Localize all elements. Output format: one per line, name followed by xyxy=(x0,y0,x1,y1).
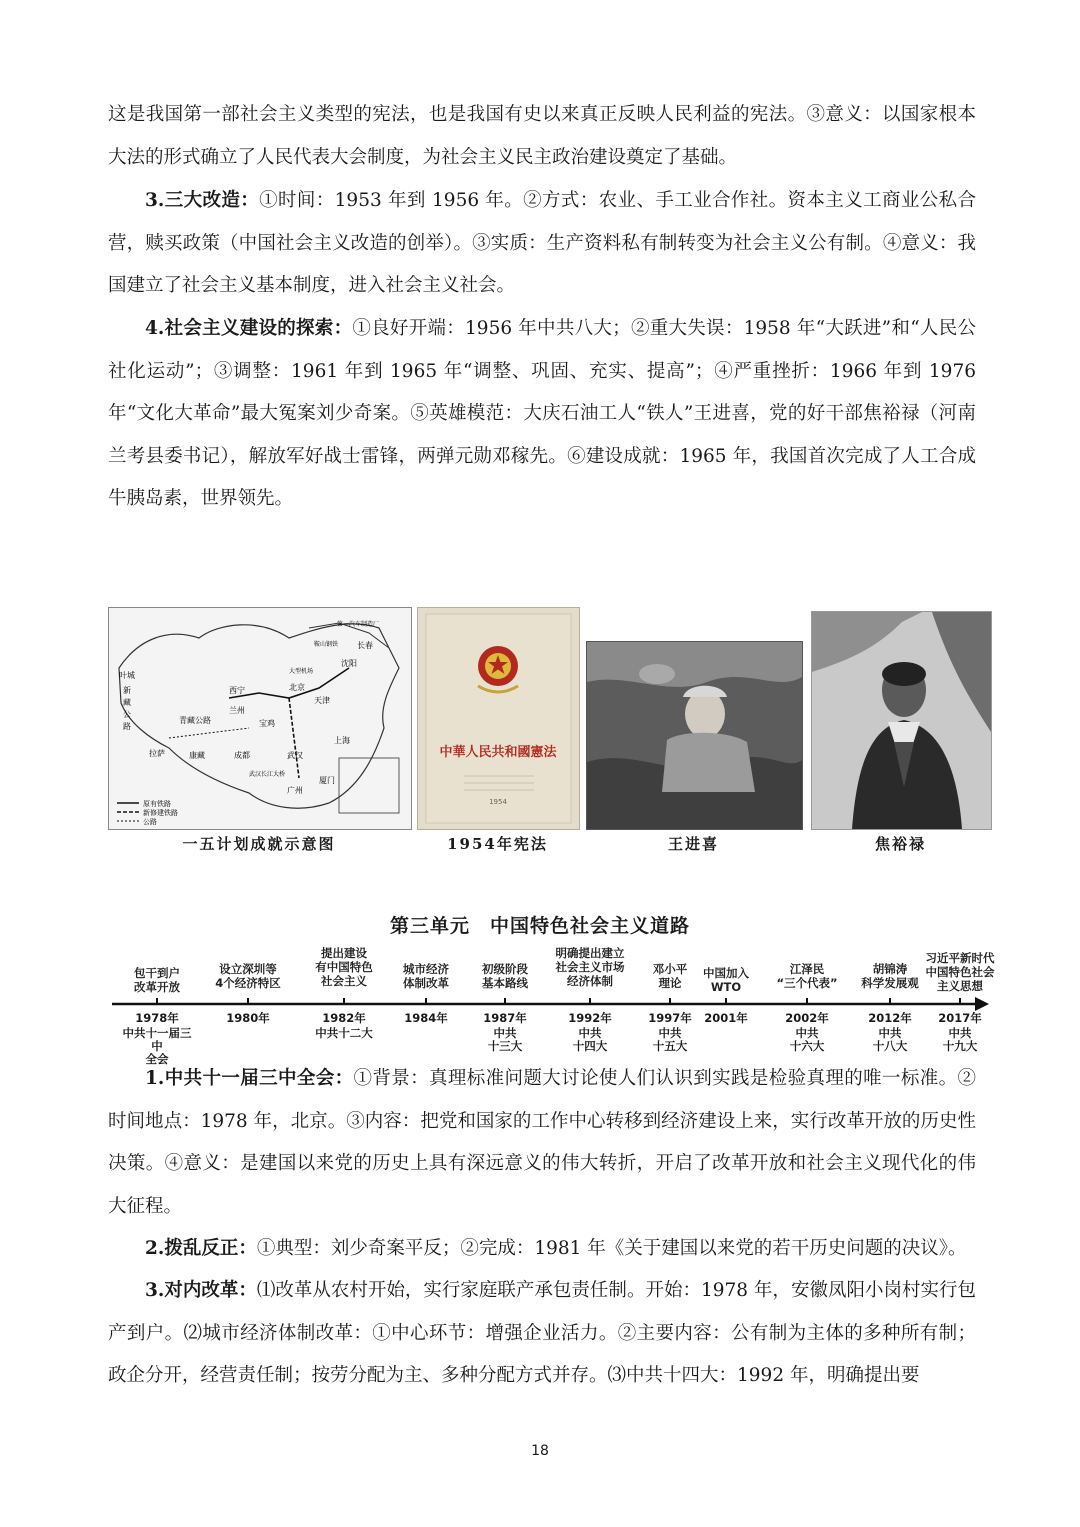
map-first-five-year-plan xyxy=(108,607,412,830)
map-label: 兰州 xyxy=(229,706,245,715)
timeline-year: 1987年 xyxy=(483,1011,527,1025)
map-label: 武汉长江大桥 xyxy=(249,771,286,778)
timeline-event: 中共 十八大 xyxy=(872,1026,908,1053)
map-label: 藏 xyxy=(123,698,131,707)
photo-1954-constitution xyxy=(417,607,580,830)
map-label: 路 xyxy=(123,722,131,731)
legend-item: 新修建铁路 xyxy=(143,809,178,817)
paragraph-text: ①典型：刘少奇案平反；②完成：1981 年《关于建国以来党的若干历史问题的决议》。 xyxy=(256,1238,967,1259)
timeline-label: 提出建设 有中国特色 社会主义 xyxy=(315,946,373,988)
map-drawing xyxy=(109,608,411,829)
timeline-label: 胡锦涛 科学发展观 xyxy=(861,962,919,990)
paragraph-heading: 3.对内改革： xyxy=(145,1280,257,1301)
paragraph-heading: 3.三大改造： xyxy=(145,190,260,211)
map-label: 广州 xyxy=(287,786,303,795)
paragraph-text: ⑴改革从农村开始，实行家庭联产承包责任制。开始：1978 年，安徽凤阳小岗村实行包产到户。⑵城市经济体制改革：①中心环节：增强企业活力。②主要内容：公有制为主体的多种所有制；政企分开，经营责任制；按劳分配为主、多种分配方式并存。⑶中共十四大：1992 年，明确提出要 xyxy=(108,1280,976,1386)
map-label: 宝鸡 xyxy=(259,719,275,728)
timeline-label: 初级阶段 基本路线 xyxy=(482,962,528,990)
timeline-event: 中共 十四大 xyxy=(572,1026,608,1053)
caption-constitution: 1954年宪法 xyxy=(447,835,548,853)
page-number: 18 xyxy=(531,1443,549,1459)
timeline-year: 1984年 xyxy=(404,1011,448,1025)
caption-wang-jinxi: 王进喜 xyxy=(667,835,719,853)
map-label: 青藏公路 xyxy=(179,716,211,725)
paragraph-domestic-reform xyxy=(108,1270,976,1398)
unit-title: 第三单元 中国特色社会主义道路 xyxy=(389,915,690,937)
map-label: 成都 xyxy=(234,751,250,760)
timeline-event: 中共 十九大 xyxy=(942,1026,978,1053)
timeline-year: 1997年 xyxy=(648,1011,692,1025)
legend-item: 原有铁路 xyxy=(143,800,171,808)
constitution-year: 1954 xyxy=(489,798,507,806)
timeline-year: 2002年 xyxy=(785,1011,829,1025)
paragraph-constitution-significance xyxy=(108,94,976,179)
paragraph-third-plenary-session xyxy=(108,1058,976,1228)
paragraph-socialist-construction xyxy=(108,308,976,521)
timeline-label: 中国加入 WTO xyxy=(703,966,749,994)
timeline-event: 中共 十六大 xyxy=(789,1026,825,1053)
map-label: 叶城 xyxy=(119,671,135,680)
map-label: 第一汽车制造厂 xyxy=(337,621,380,628)
timeline-label: 包干到户 改革开放 xyxy=(134,966,180,994)
timeline-year: 1980年 xyxy=(226,1011,270,1025)
timeline-year: 2012年 xyxy=(868,1011,912,1025)
timeline-label: 明确提出建立 社会主义市场 经济体制 xyxy=(555,946,625,988)
map-label: 康藏 xyxy=(189,751,205,760)
paragraph-text: ①时间：1953 年到 1956 年。②方式：农业、手工业合作社。资本主义工商业公私合营，赎买政策（中国社会主义改造的创举）。③实质：生产资料私有制转变为社会主义公有制。④意义：我国建立了社会主义基本制度，进入社会主义社会。 xyxy=(108,190,976,296)
caption-jiao-yulu: 焦裕禄 xyxy=(874,835,926,853)
map-label: 长春 xyxy=(357,641,373,650)
timeline-year: 1992年 xyxy=(568,1011,612,1025)
map-label: 鞍山钢铁 xyxy=(314,641,339,648)
map-label: 西宁 xyxy=(229,686,245,695)
photo-jiao-yulu xyxy=(811,611,992,830)
timeline-label: 设立深圳等 4个经济特区 xyxy=(215,962,281,990)
photo-drawing xyxy=(587,642,802,829)
timeline-label: 江泽民 “三个代表” xyxy=(776,962,838,990)
timeline-event: 中共 十三大 xyxy=(487,1026,523,1053)
constitution-emblem xyxy=(418,608,579,829)
constitution-book-title: 中華人民共和國憲法 xyxy=(439,745,557,760)
paragraph-text: 这是我国第一部社会主义类型的宪法，也是我国有史以来真正反映人民利益的宪法。③意义：以国家根本大法的形式确立了人民代表大会制度，为社会主义民主政治建设奠定了基础。 xyxy=(108,104,976,168)
legend-item: 公路 xyxy=(143,818,157,826)
paragraph-text: ①背景：真理标准问题大讨论使人们认识到实践是检验真理的唯一标准。②时间地点：1978 年，北京。③内容：把党和国家的工作中心转移到经济建设上来，实行改革开放的历史性决策。④意义：是建国以来党的历史上具有深远意义的伟大转折，开启了改革开放和社会主义现代化的伟大征程。 xyxy=(108,1068,976,1217)
map-label: 上海 xyxy=(334,736,350,745)
photo-drawing xyxy=(812,612,991,829)
map-label: 天津 xyxy=(314,696,330,705)
map-label: 公 xyxy=(123,710,131,719)
paragraph-bringing-order xyxy=(108,1228,976,1271)
paragraph-heading: 4.社会主义建设的探索： xyxy=(145,318,353,339)
map-label: 厦门 xyxy=(319,776,335,785)
caption-map: 一五计划成就示意图 xyxy=(182,835,336,853)
paragraph-heading: 1.中共十一届三中全会： xyxy=(145,1068,354,1089)
timeline-event: 中共 十五大 xyxy=(652,1026,688,1053)
map-label: 北京 xyxy=(289,683,305,692)
timeline-label: 邓小平 理论 xyxy=(652,962,688,990)
timeline-event: 中共十一届三中 全会 xyxy=(122,1026,192,1066)
photo-wang-jinxi xyxy=(586,641,803,830)
timeline-label: 城市经济 体制改革 xyxy=(403,962,449,990)
timeline-year: 1982年 xyxy=(322,1011,366,1025)
map-label: 大型机场 xyxy=(289,668,314,675)
timeline-event: 中共十二大 xyxy=(315,1026,373,1040)
map-label: 武汉 xyxy=(287,751,303,760)
paragraph-heading: 2.拨乱反正： xyxy=(145,1238,257,1259)
timeline-year: 1978年 xyxy=(135,1011,179,1025)
timeline-year: 2001年 xyxy=(704,1011,748,1025)
map-label: 新 xyxy=(123,686,131,695)
timeline-label: 习近平新时代 中国特色社会 主义思想 xyxy=(925,951,995,993)
timeline-year: 2017年 xyxy=(938,1011,982,1025)
map-label: 沈阳 xyxy=(341,659,357,668)
map-label: 拉萨 xyxy=(149,749,165,758)
paragraph-text: ①良好开端：1956 年中共八大；②重大失误：1958 年“大跃进”和“人民公社化运动”；③调整：1961 年到 1965 年“调整、巩固、充实、提高”；④严重挫折：1966 年到 1976 年“文化大革命”最大冤案刘少奇案。⑤英雄模范：大庆石油工人“铁人”王进喜，党的好干部焦裕禄（河南兰考县委书记），解放军好战士雷锋，两弹元勋邓稼先。⑥建设成就：1965 年，我国首次完成了人工合成牛胰岛素，世界领先。 xyxy=(108,318,976,509)
paragraph-three-transformations xyxy=(108,180,976,308)
